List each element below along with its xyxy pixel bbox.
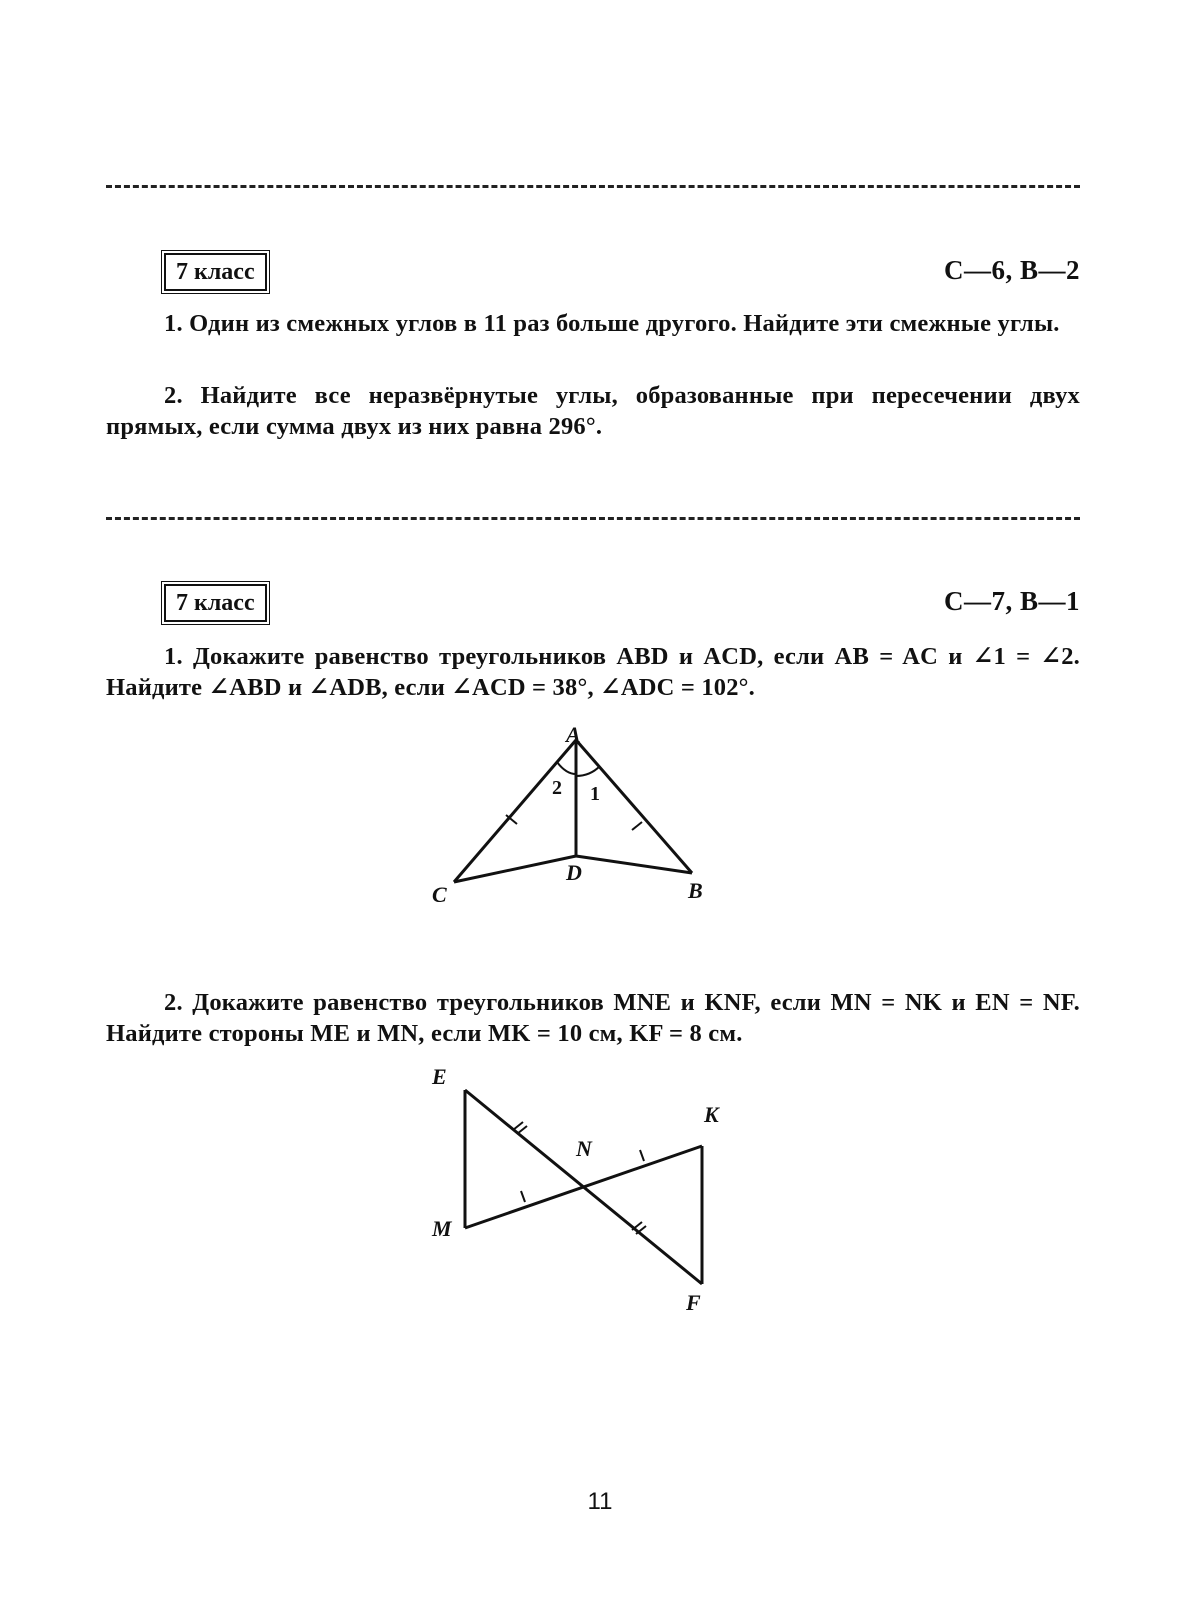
grade-label: 7 класс: [164, 584, 267, 622]
problem-number: 1.: [164, 643, 183, 670]
label-angle-1: 1: [590, 783, 600, 805]
angle-1-arc: [576, 766, 600, 776]
cut-line-middle: [106, 517, 1080, 520]
grade-label: 7 класс: [164, 253, 267, 291]
label-e: E: [432, 1064, 447, 1089]
tick-en-1: [513, 1122, 523, 1130]
side-ab: [576, 740, 692, 873]
label-angle-2: 2: [552, 777, 562, 799]
problem-text: Докажите равенство треугольников ABD и ACD, если AB = AC и ∠1 = ∠2. Найдите ∠ABD и ∠ADB, если ∠ACD = 38°, ∠ADC = 102°.: [106, 643, 1081, 701]
section-header-7: [106, 584, 1080, 624]
label-d: D: [566, 860, 582, 885]
triangles-mne-knf-figure: [420, 1064, 760, 1340]
tick-mn: [521, 1191, 525, 1202]
label-m: M: [432, 1216, 452, 1241]
problem-text: Один из смежных углов в 11 раз больше другого. Найдите эти смежные углы.: [189, 310, 1060, 337]
problem-text: Найдите все неразвёрнутые углы, образованные при пересечении двух прямых, если сумма двух из них равна 296°.: [106, 382, 1080, 440]
angle-2-arc: [557, 762, 576, 774]
variant-label: С—6, В—2: [943, 255, 1080, 285]
problem-number: 1.: [164, 310, 183, 337]
label-n: N: [576, 1136, 592, 1161]
equal-ticks: [506, 815, 642, 830]
problem-6-2: [106, 380, 1080, 442]
cut-line-top: [106, 185, 1080, 188]
label-k: K: [704, 1102, 719, 1127]
triangle-abd-acd-figure: [420, 722, 760, 940]
tick-en-2: [517, 1126, 527, 1134]
problem-number: 2.: [164, 989, 183, 1016]
angle-arcs: [557, 762, 600, 776]
variant-label: С—7, В—1: [943, 586, 1080, 616]
label-c: C: [432, 882, 447, 907]
problem-text: Докажите равенство треугольников MNE и KNF, если MN = NK и EN = NF. Найдите стороны ME и MN, если MK = 10 см, KF = 8 см.: [106, 989, 1080, 1047]
figure-lines: [465, 1090, 702, 1284]
page-number: 11: [587, 1488, 613, 1515]
tick-nk: [640, 1150, 644, 1161]
problem-6-1: [106, 308, 1080, 339]
segment-db: [576, 856, 692, 873]
problem-7-2: [106, 987, 1080, 1049]
section-header-6: [106, 253, 1080, 293]
label-b: B: [688, 878, 703, 903]
label-a: A: [566, 722, 581, 747]
problem-number: 2.: [164, 382, 183, 409]
problem-7-1: [106, 641, 1080, 703]
tick-ab: [632, 822, 642, 830]
label-f: F: [686, 1290, 701, 1315]
